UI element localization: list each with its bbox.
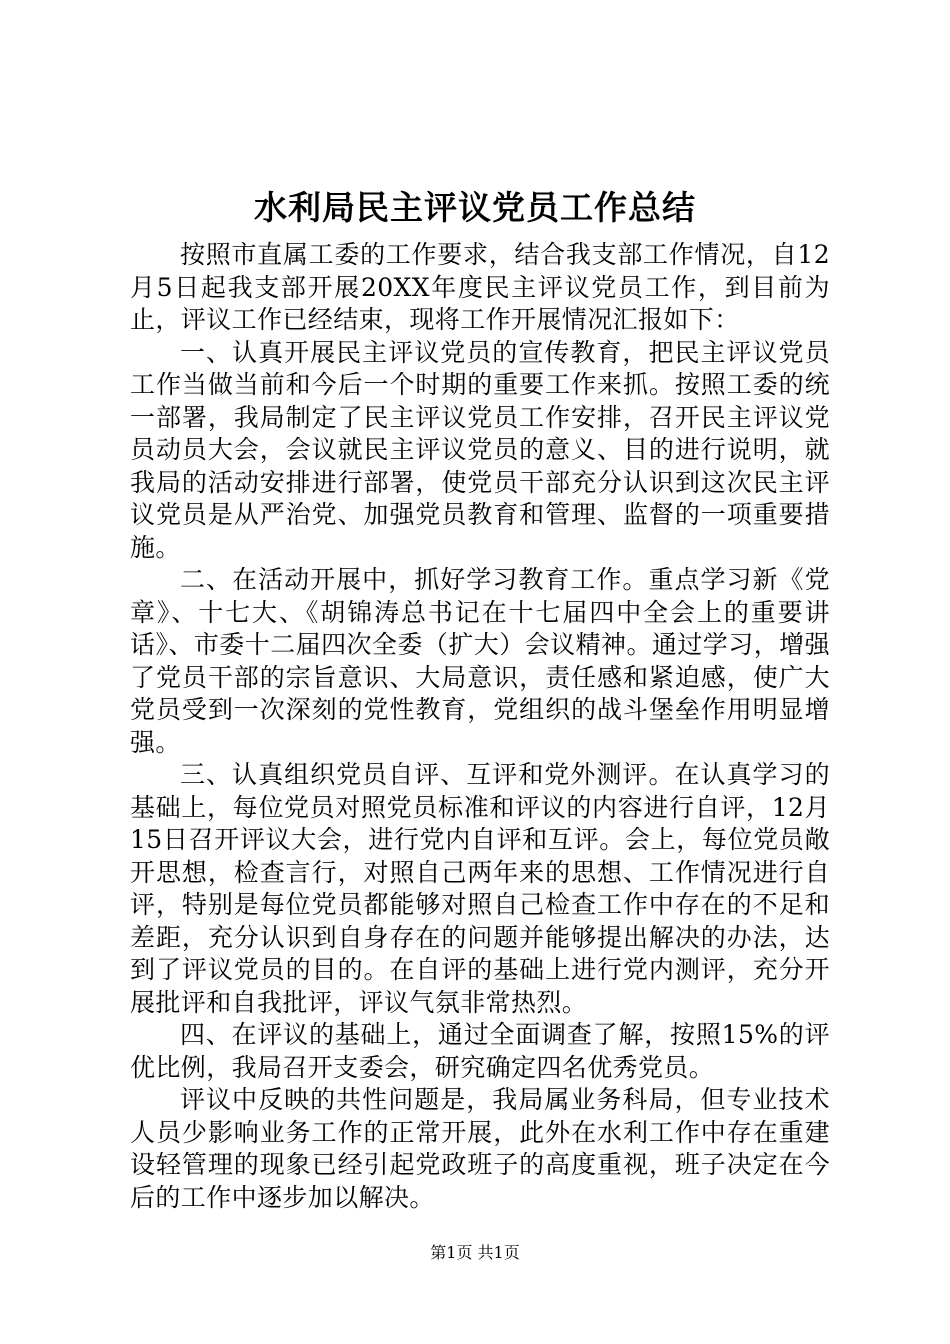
document-title: 水利局民主评议党员工作总结 (254, 188, 696, 227)
intro-paragraph: 按照市直属工委的工作要求，结合我支部工作情况，自12月5日起我支部开展20XX年度民主评议党员工作，到目前为止，评议工作已经结束，现将工作开展情况汇报如下： (130, 240, 830, 334)
section-two-paragraph: 二、在活动开展中，抓好学习教育工作。重点学习新《党章》、十七大、《胡锦涛总书记在十七届四中全会上的重要讲话》、市委十二届四次全委（扩大）会议精神。通过学习，增强了党员干部的宗旨意识、大局意识，责任感和紧迫感，使广大党员受到一次深刻的党性教育，党组织的战斗堡垒作用明显增强。 (130, 565, 830, 757)
document-body (130, 239, 830, 1214)
page-footer: 第1页 共1页 (430, 1243, 520, 1262)
section-four-paragraph: 四、在评议的基础上，通过全面调查了解，按照15%的评优比例，我局召开支委会，研究确定四名优秀党员。 (130, 1020, 830, 1082)
closing-paragraph: 评议中反映的共性问题是，我局属业务科局，但专业技术人员少影响业务工作的正常开展，此外在水利工作中存在重建设轻管理的现象已经引起党政班子的高度重视，班子决定在今后的工作中逐步加以解决。 (130, 1085, 830, 1212)
section-three-paragraph: 三、认真组织党员自评、互评和党外测评。在认真学习的基础上，每位党员对照党员标准和评议的内容进行自评，12月15日召开评议大会，进行党内自评和互评。会上，每位党员敞开思想，检查言行，对照自己两年来的思想、工作情况进行自评，特别是每位党员都能够对照自己检查工作中存在的不足和差距，充分认识到自身存在的问题并能够提出解决的办法，达到了评议党员的目的。在自评的基础上进行党内测评，充分开展批评和自我批评，评议气氛非常热烈。 (130, 760, 830, 1017)
section-one-paragraph: 一、认真开展民主评议党员的宣传教育，把民主评议党员工作当做当前和今后一个时期的重要工作来抓。按照工委的统一部署，我局制定了民主评议党员工作安排，召开民主评议党员动员大会，会议就民主评议党员的意义、目的进行说明，就我局的活动安排进行部署，使党员干部充分认识到这次民主评议党员是从严治党、加强党员教育和管理、监督的一项重要措施。 (130, 337, 830, 562)
